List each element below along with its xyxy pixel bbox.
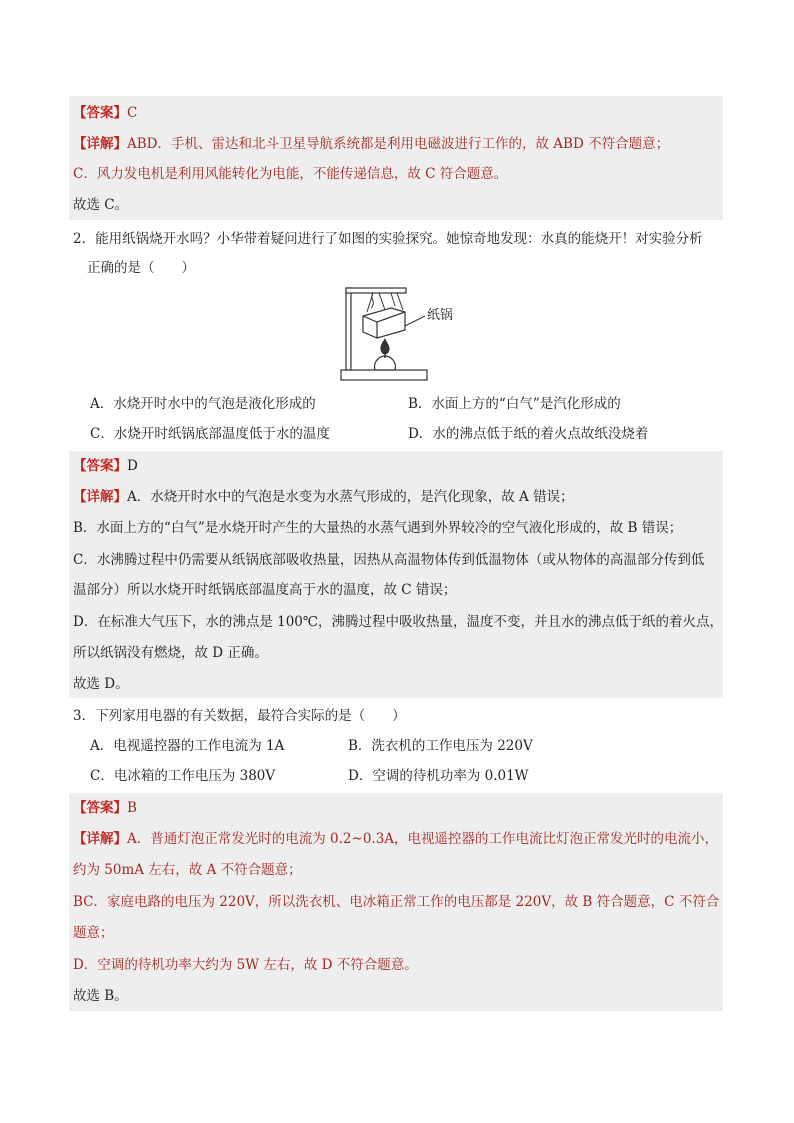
- figure-label: 纸锅: [427, 308, 454, 323]
- q2-option-d[interactable]: D．水的沸点低于纸的着火点故纸没烧着: [408, 426, 649, 442]
- q3-option-b[interactable]: B．洗衣机的工作电压为 220V: [348, 738, 533, 754]
- q1-detail-line-1: 【详解】ABD．手机、雷达和北斗卫星导航系统都是利用电磁波进行工作的，故 ABD 不符合题意；: [73, 136, 670, 152]
- q2-option-c[interactable]: C．水烧开时纸锅底部温度低于水的温度: [90, 426, 330, 442]
- q3-option-c[interactable]: C．电冰箱的工作电压为 380V: [90, 768, 276, 784]
- q2-detail-line-1: 【详解】A．水烧开时水中的气泡是水变为水蒸气形成的，是汽化现象，故 A 错误；: [73, 489, 574, 505]
- stand-pole: [346, 288, 351, 370]
- q1-detail-line-3: 故选 C。: [73, 197, 129, 213]
- answer-tag: 【答案】: [73, 458, 127, 474]
- q2-stem-line-1: 2．能用纸锅烧开水吗？小华带着疑问进行了如图的实验探究。她惊奇地发现：水真的能烧开！对实验分析: [73, 231, 703, 247]
- q1-detail-line-2: C．风力发电机是利用风能转化为电能，不能传递信息，故 C 符合题意。: [73, 166, 508, 182]
- q2-detail-line-6: 所以纸锅没有燃烧，故 D 正确。: [73, 645, 268, 661]
- q3-option-d[interactable]: D．空调的待机功率为 0.01W: [348, 768, 529, 784]
- q2-stem-line-2: 正确的是（ ）: [87, 260, 195, 276]
- q2-detail-line-3: C．水沸腾过程中仍需要从纸锅底部吸收热量，因热从高温物体传到低温物体（或从物体的高温部分传到低: [73, 552, 705, 568]
- stand-arm: [346, 288, 406, 293]
- q2-detail-line-4: 温部分）所以水烧开时纸锅底部温度高于水的温度，故 C 错误；: [73, 582, 457, 598]
- q3-stem: 3．下列家用电器的有关数据，最符合实际的是（ ）: [73, 708, 406, 724]
- paper-pot-figure: [333, 282, 463, 386]
- q2-detail-line-7: 故选 D。: [73, 676, 129, 692]
- q3-detail-line-4: 题意；: [73, 925, 114, 941]
- stand-base: [341, 370, 427, 380]
- detail-tag: 【详解】: [73, 489, 127, 505]
- q2-option-b[interactable]: B．水面上方的“白气”是汽化形成的: [408, 396, 621, 412]
- answer-value: C: [127, 105, 138, 121]
- q2-detail-line-5: D．在标准大气压下，水的沸点是 100℃，沸腾过程中吸收热量，温度不变，并且水的沸点低于纸的着火点，: [73, 614, 723, 630]
- q3-detail-line-6: 故选 B。: [73, 988, 128, 1004]
- answer-tag: 【答案】: [73, 800, 127, 816]
- flame: [380, 338, 389, 354]
- q2-detail-line-2: B．水面上方的“白气”是水烧开时产生的大量热的水蒸气遇到外界较冷的空气液化形成的，故 B 错误；: [73, 520, 683, 536]
- answer-tag: 【答案】: [73, 105, 127, 121]
- q3-detail-line-3: BC．家庭电路的电压为 220V，所以洗衣机、电冰箱正常工作的电压都是 220V，故 B 符合题意，C 不符合: [73, 894, 720, 910]
- alcohol-lamp: [375, 356, 396, 370]
- answer-value: B: [127, 800, 137, 816]
- q3-answer-line: [73, 798, 137, 818]
- q2-option-a[interactable]: A．水烧开时水中的气泡是液化形成的: [90, 396, 316, 412]
- detail-tag: 【详解】: [73, 136, 127, 152]
- q3-option-a[interactable]: A．电视遥控器的工作电流为 1A: [90, 738, 285, 754]
- q2-answer-line: [73, 456, 138, 476]
- q3-detail-line-2: 约为 50mA 左右，故 A 不符合题意；: [73, 862, 302, 878]
- q1-answer-block: [69, 96, 723, 220]
- detail-tag: 【详解】: [73, 831, 127, 847]
- q3-detail-line-5: D．空调的待机功率大约为 5W 左右，故 D 不符合题意。: [73, 957, 418, 973]
- answer-value: D: [127, 458, 138, 474]
- q3-detail-line-1: 【详解】A．普通灯泡正常发光时的电流为 0.2~0.3A，电视遥控器的工作电流比灯泡正常发光时的电流小，: [73, 831, 719, 847]
- q1-answer-line: [73, 103, 137, 123]
- paper-pot: [363, 308, 405, 338]
